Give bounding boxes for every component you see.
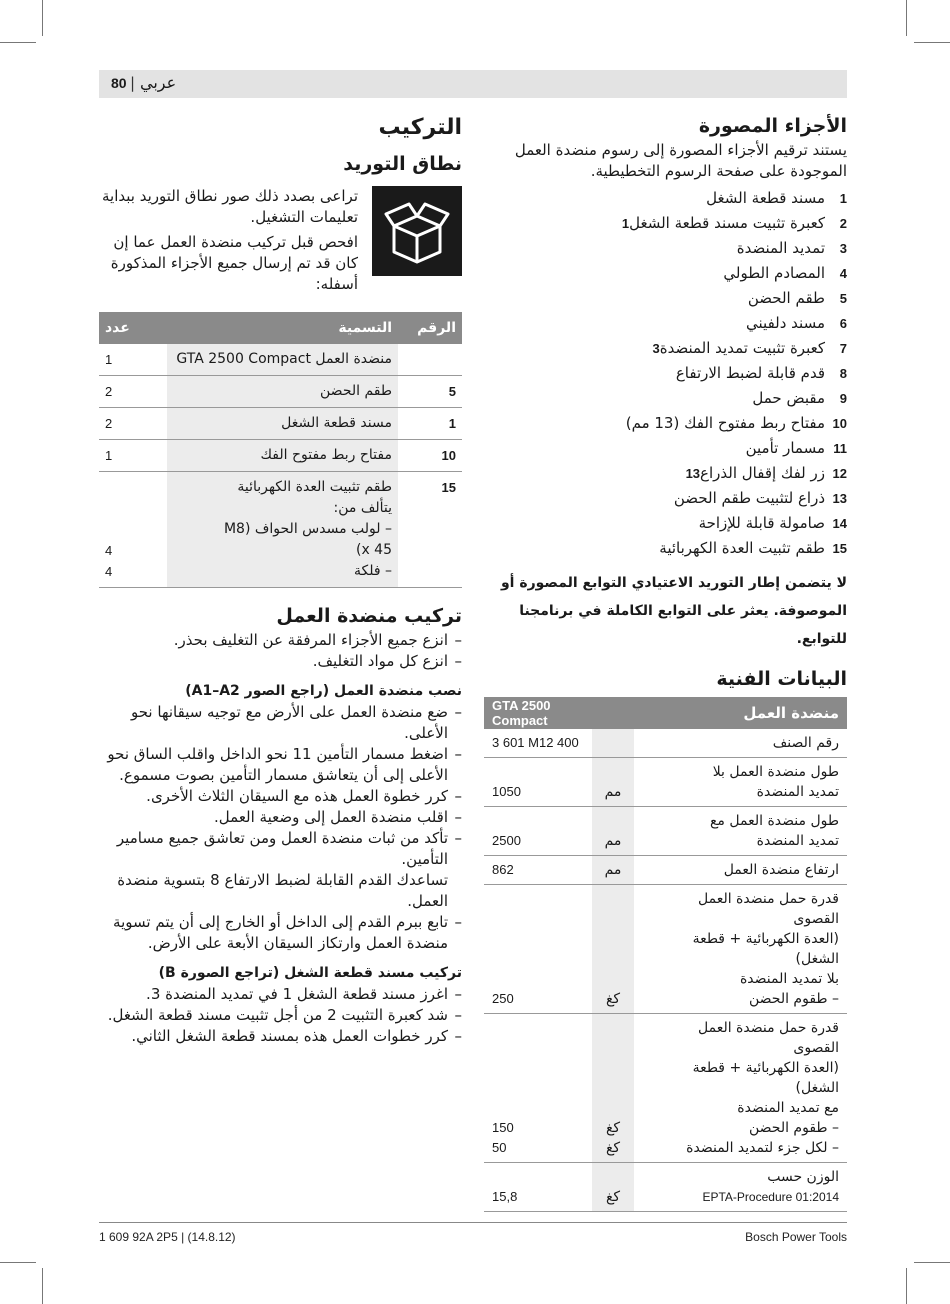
part-number: 15 (832, 541, 847, 556)
supply-qty-line: 4 (105, 543, 113, 558)
part-label: طقم الحضن (747, 289, 825, 307)
part-label: صامولة قابلة للإزاحة (698, 514, 825, 532)
part-number: 4 (839, 266, 847, 281)
list-item (484, 336, 847, 361)
crop-mark (914, 1262, 950, 1263)
table-row (484, 1014, 847, 1163)
table-row (484, 729, 847, 758)
delivery-section (99, 186, 462, 302)
tech-name (634, 856, 847, 885)
list-item: – ضع منضدة العمل على الأرض مع توجيه سيقانها نحو الأعلى. (99, 702, 462, 744)
table-row (484, 807, 847, 856)
delivery-p1: تراعى بصدد ذلك صور نطاق التوريد ببداية تعليمات التشغيل. (102, 187, 358, 226)
assembly-title: التركيب (378, 115, 462, 140)
tech-value-line: 2500 (492, 833, 521, 848)
tech-name-line: تمديد المنضدة (756, 784, 839, 800)
tech-name-line: طول منضدة العمل بلا (712, 764, 839, 780)
crop-mark (42, 1268, 43, 1304)
tech-name-line: القصوى (793, 1040, 839, 1056)
list-item: – كرر خطوات العمل هذه بمسند قطعة الشغل الثاني. (99, 1026, 462, 1047)
part-ref: 3 (652, 341, 660, 356)
tech-value (484, 1014, 592, 1163)
accessories-note: لا يتضمن إطار التوريد الاعتيادي التوابع المصورة أو الموصوفة. يعثر على التوابع الكاملة في برنامجنا للتوابع. (500, 575, 847, 647)
tech-unit-line: مم (604, 833, 622, 849)
tech-name (634, 758, 847, 807)
supply-qty: 1 (99, 440, 167, 472)
brand-footer: Bosch Power Tools (745, 1230, 847, 1244)
supply-qty: 2 (99, 376, 167, 408)
crop-mark (914, 42, 950, 43)
tech-value-line: 1050 (492, 784, 521, 799)
part-label: مقبض حمل (752, 389, 825, 407)
tech-name-line: الشغل) (795, 951, 839, 967)
tech-header-model: GTA 2500 Compact (484, 697, 592, 729)
supply-name: منضدة العمل GTA 2500 Compact (167, 344, 398, 376)
part-number: 11 (833, 441, 847, 456)
tech-name-small: EPTA-Procedure 01:2014 (702, 1190, 839, 1204)
left-column (99, 112, 462, 1047)
supply-no: 5 (398, 376, 462, 408)
part-label: مسند قطعة الشغل (706, 189, 825, 207)
tech-name-line: الشغل) (795, 1080, 839, 1096)
tech-value (484, 1163, 592, 1212)
supply-table (99, 312, 462, 588)
table-row (99, 376, 462, 408)
part-label: تمديد المنضدة (736, 239, 825, 257)
part-number: 10 (832, 416, 847, 431)
part-number: 14 (832, 516, 847, 531)
tech-header-name: منضدة العمل (592, 697, 847, 729)
list-item: – اقلب منضدة العمل إلى وضعية العمل. (99, 807, 462, 828)
part-label: المصادم الطولي (723, 264, 825, 282)
list-item (484, 486, 847, 511)
parts-intro: يستند ترقيم الأجزاء المصورة إلى رسوم منضدة العمل الموجودة على صفحة الرسوم التخطيطية. (514, 141, 847, 180)
tech-unit-line: كغ (605, 1189, 621, 1205)
tech-unit-line: كغ (605, 1140, 621, 1156)
part-label: كعبرة تثبيت مسند قطعة الشغل (629, 214, 825, 232)
tech-name-line: قدرة حمل منضدة العمل (698, 1020, 839, 1036)
table-row (99, 472, 462, 588)
list-item: – انزع جميع الأجزاء المرفقة عن التغليف بحذر. (99, 630, 462, 651)
delivery-title: نطاق التوريد (343, 153, 462, 175)
tech-value-line: 15,8 (492, 1189, 518, 1204)
rest-title: تركيب مسند قطعة الشغل (تراجع الصورة B) (158, 965, 462, 981)
tech-name-line: ارتفاع منضدة العمل (723, 862, 839, 878)
tech-name-line: (العدة الكهربائية + قطعة (692, 1060, 839, 1076)
table-row (99, 440, 462, 472)
supply-sub-item: – فلكة (353, 563, 392, 579)
delivery-text (98, 186, 358, 295)
supply-sub-item: – لولب مسدس الحواف (M8 (223, 521, 392, 537)
supply-no (398, 344, 462, 376)
page-header (99, 70, 847, 98)
part-number: 12 (832, 466, 847, 481)
part-number: 13 (832, 491, 847, 506)
tech-value (484, 807, 592, 856)
mount-steps (99, 630, 462, 672)
part-label: مسند دلفيني (746, 314, 825, 332)
erect-paragraph: تساعدك القدم القابلة لضبط الارتفاع 8 بتسوية منضدة العمل. (117, 871, 448, 910)
list-item (484, 386, 847, 411)
erect-steps-2 (99, 912, 462, 954)
list-item: – تأكد من ثبات منضدة العمل ومن تعاشق جميع مسامير التأمين. (99, 828, 462, 870)
part-label: مفتاح ربط مفتوح الفك (13 مم) (625, 414, 825, 432)
tech-name-line: طول منضدة العمل مع (709, 813, 839, 829)
part-number: 7 (839, 341, 847, 356)
tech-name-line: قدرة حمل منضدة العمل (698, 891, 839, 907)
tech-unit-line: مم (604, 862, 622, 878)
table-row (484, 758, 847, 807)
tech-unit (592, 1163, 634, 1212)
tech-name-line: – طقوم الحضن (748, 1120, 839, 1136)
supply-header-qty: عدد (99, 312, 167, 344)
tech-unit (592, 1014, 634, 1163)
tech-name-line: رقم الصنف (772, 735, 839, 751)
tech-name (634, 807, 847, 856)
table-row (484, 856, 847, 885)
tech-name (634, 729, 847, 758)
tech-unit-line: كغ (605, 1120, 621, 1136)
part-label: قدم قابلة لضبط الارتفاع (675, 364, 825, 382)
crop-mark (906, 1268, 907, 1304)
tech-title: البيانات الفنية (716, 668, 847, 690)
tech-name-line: – طقوم الحضن (748, 991, 839, 1007)
supply-no: 15 (398, 472, 462, 588)
list-item: – شد كعبرة التثبيت 2 من أجل تثبيت مسند قطعة الشغل. (99, 1005, 462, 1026)
crop-mark (0, 42, 36, 43)
supply-name (167, 472, 398, 588)
part-number: 2 (839, 216, 847, 231)
right-column (484, 112, 847, 1212)
list-item (484, 411, 847, 436)
crop-mark (906, 0, 907, 36)
tech-value-line: 250 (492, 991, 514, 1006)
delivery-p2: افحص قبل تركيب منضدة العمل عما إن كان قد تم إرسال جميع الأجزاء المذكورة أسفله: (110, 233, 358, 293)
supply-qty (99, 472, 167, 588)
supply-name: طقم الحضن (167, 376, 398, 408)
tech-value (484, 729, 592, 758)
tech-name-line: بلا تمديد المنضدة (739, 971, 839, 987)
supply-name-line: طقم تثبيت العدة الكهربائية (237, 479, 392, 495)
erect-steps (99, 702, 462, 870)
tech-name-line: – لكل جزء لتمديد المنضدة (686, 1140, 839, 1156)
list-item: – كرر خطوة العمل هذه مع السيقان الثلاث الأخرى. (99, 786, 462, 807)
list-item (484, 536, 847, 561)
mount-title: تركيب منضدة العمل (276, 605, 462, 627)
supply-qty: 1 (99, 344, 167, 376)
supply-name: مفتاح ربط مفتوح الفك (167, 440, 398, 472)
part-number: 6 (839, 316, 847, 331)
tech-value (484, 856, 592, 885)
part-ref: 1 (621, 216, 630, 231)
footer-rule (99, 1222, 847, 1223)
tech-unit (592, 856, 634, 885)
tech-name-line: القصوى (793, 911, 839, 927)
list-item: – اضغط مسمار التأمين 11 نحو الداخل واقلب الساق نحو الأعلى إلى أن يتعاشق مسمار التأمين بصوت مسموع. (99, 744, 462, 786)
list-item: – انزع كل مواد التغليف. (99, 651, 462, 672)
tech-unit-line: مم (604, 784, 622, 800)
supply-qty-line: 4 (105, 564, 113, 579)
list-item (484, 236, 847, 261)
tech-value-line: 862 (492, 862, 514, 877)
page-number: 80 (111, 75, 127, 91)
box-icon (372, 186, 462, 276)
list-item: – تابع ببرم القدم إلى الداخل أو الخارج إلى أن يتم تسوية منضدة العمل وارتكاز السيقان الأبعة على الأرض. (99, 912, 462, 954)
tech-unit (592, 758, 634, 807)
part-number: 5 (839, 291, 847, 306)
table-row (484, 885, 847, 1014)
list-item (484, 511, 847, 536)
tech-value (484, 885, 592, 1014)
part-label: طقم تثبيت العدة الكهربائية (659, 539, 825, 557)
part-label: زر لفك إقفال الذراع (700, 464, 825, 482)
part-label: ذراع لتثبيت طقم الحضن (673, 489, 825, 507)
header-separator: | (130, 74, 136, 92)
part-number: 3 (839, 241, 847, 256)
tech-name-line: مع تمديد المنضدة (737, 1100, 839, 1116)
language-label: عربي (140, 73, 177, 92)
crop-mark (42, 0, 43, 36)
tech-value-line: 50 (492, 1140, 507, 1155)
supply-qty: 2 (99, 408, 167, 440)
part-number: 1 (839, 191, 847, 206)
supply-name: مسند قطعة الشغل (167, 408, 398, 440)
tech-name (634, 1014, 847, 1163)
tech-value-line: 150 (492, 1120, 514, 1135)
list-item (484, 436, 847, 461)
supply-no: 10 (398, 440, 462, 472)
list-item (484, 286, 847, 311)
tech-value (484, 758, 592, 807)
supply-sub-item: x 45) (355, 542, 392, 558)
part-number: 8 (839, 366, 847, 381)
tech-unit (592, 885, 634, 1014)
list-item (484, 361, 847, 386)
tech-value-line: 3 601 M12 400 (492, 735, 579, 750)
tech-table (484, 697, 847, 1212)
table-row (484, 1163, 847, 1212)
tech-name-line: (العدة الكهربائية + قطعة (692, 931, 839, 947)
list-item (484, 261, 847, 286)
supply-header-name: التسمية (167, 312, 398, 344)
table-row (99, 408, 462, 440)
crop-mark (0, 1262, 36, 1263)
parts-title: الأجزاء المصورة (698, 115, 847, 137)
part-label: كعبرة تثبيت تمديد المنضدة (659, 339, 825, 357)
tech-name-line: الوزن حسب (767, 1169, 839, 1185)
part-number: 9 (839, 391, 847, 406)
supply-no: 1 (398, 408, 462, 440)
supply-header-no: الرقم (398, 312, 462, 344)
supply-sub: يتألف من: (333, 500, 392, 516)
parts-list (484, 186, 847, 561)
list-item (484, 186, 847, 211)
list-item: – اغرز مسند قطعة الشغل 1 في تمديد المنضدة 3. (99, 984, 462, 1005)
list-item (484, 311, 847, 336)
tech-name (634, 1163, 847, 1212)
erect-title: نصب منضدة العمل (راجع الصور A1–A2) (185, 683, 462, 699)
doc-number: 1 609 92A 2P5 | (14.8.12) (99, 1230, 236, 1244)
part-ref: 13 (685, 466, 701, 481)
list-item (484, 461, 847, 486)
table-row (99, 344, 462, 376)
tech-unit-line: كغ (605, 991, 621, 1007)
tech-name-line: تمديد المنضدة (756, 833, 839, 849)
tech-unit (592, 729, 634, 758)
tech-name (634, 885, 847, 1014)
list-item (484, 211, 847, 236)
part-label: مسمار تأمين (745, 439, 825, 457)
tech-unit (592, 807, 634, 856)
rest-steps (99, 984, 462, 1047)
